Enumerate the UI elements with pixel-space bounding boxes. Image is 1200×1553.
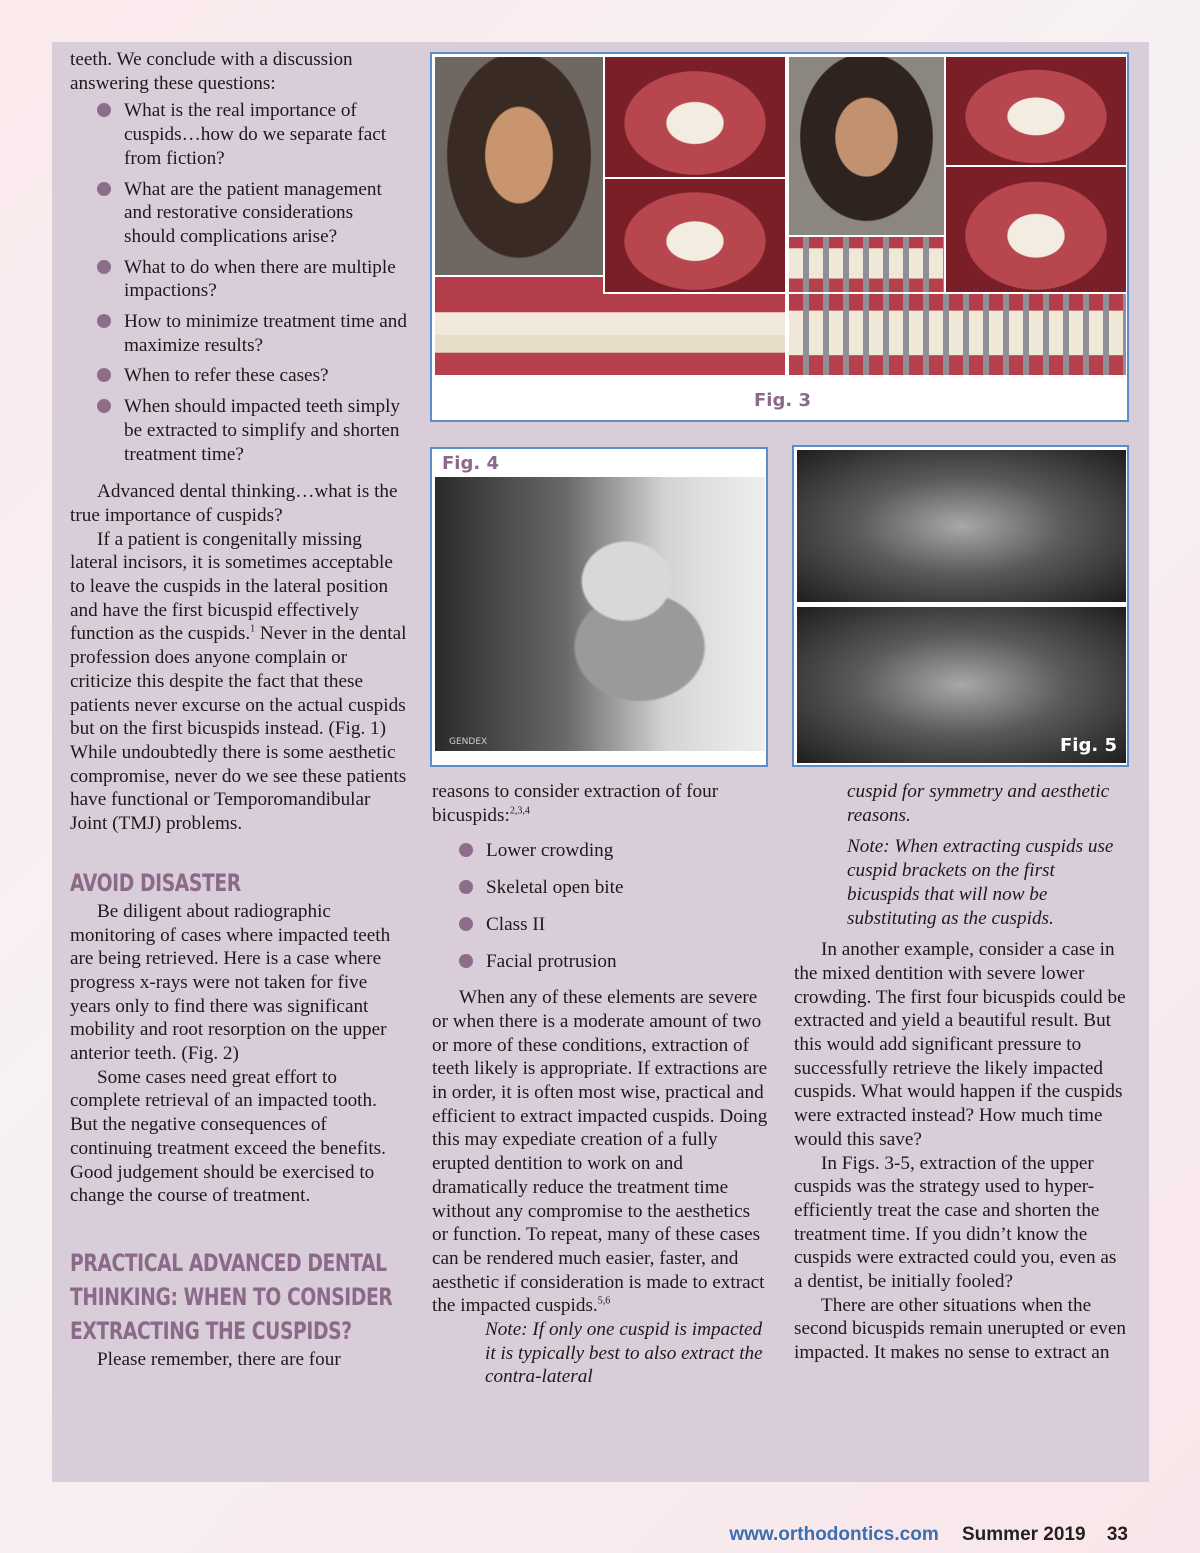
list-item: Lower crowding: [459, 839, 770, 863]
heading-line: THINKING: WHEN TO CONSIDER: [70, 1282, 393, 1311]
intraoral-upper-before: [605, 57, 785, 177]
paragraph: Some cases need great effort to complete retrieval of an impacted tooth. But the negative consequences of continuing treatment exceed the benefits. Good judgement should be exercised to change the course of treatment.: [70, 1066, 386, 1207]
intraoral-upper-progress: [946, 57, 1126, 165]
intro-text: teeth. We conclude with a discussion answering these questions:: [70, 49, 353, 94]
paragraph: Advanced dental thinking…what is the true importance of cuspids?: [70, 481, 398, 526]
reason-list: [432, 839, 770, 973]
xray-watermark: GENDEX: [449, 737, 488, 747]
paragraph: In another example, consider a case in the mixed dentition with severe lower crowding. The first four bicuspids could be extracted and yield a beautiful result. But this would add significant pressure to successfully retrieve the likely impacted cuspids. What would happen if the cuspids were extracted instead? How much time would this save?: [794, 939, 1126, 1150]
list-item: Class II: [459, 913, 770, 937]
cephalometric-xray: [435, 477, 765, 751]
paragraph-text: Never in the dental profession does anyone complain or criticize this despite the fact that these patients never excurse on the actual cuspids but on the first bicuspids instead. (Fig. 1) While undoubtedly there is some aesthetic compromise, never do we see these patients have functional or Temporomandibular Joint (TMJ) problems.: [70, 623, 407, 835]
intraoral-braces-side: [789, 294, 1126, 375]
column-1: [70, 48, 408, 1372]
section-heading: AVOID DISASTER: [70, 868, 241, 897]
paragraph-text: If a patient is congenitally missing lateral incisors, it is sometimes acceptable to leave the cuspids in the lateral position and have the first bicuspid effectively function as the cuspids.: [70, 528, 393, 645]
question-list: [70, 99, 408, 466]
paragraph: [432, 780, 770, 827]
patient-photo-progress: [789, 57, 944, 235]
list-item: What are the patient management and restorative considerations should complications arise?: [97, 178, 408, 249]
citation-ref: 5,6: [597, 1295, 611, 1307]
issue-label: Summer 2019: [962, 1524, 1086, 1545]
figure-label: Fig. 5: [1060, 735, 1117, 756]
paragraph-text: reasons to consider extraction of four bicuspids:: [432, 781, 719, 826]
list-item: When should impacted teeth simply be extracted to simplify and shorten treatment time?: [97, 395, 408, 466]
note-text: cuspid for symmetry and aesthetic reasons.: [847, 781, 1110, 826]
note-text: Note: When extracting cuspids use cuspid brackets on the first bicuspids that will now be substituting as the cuspids.: [847, 836, 1114, 929]
intraoral-side-before: [435, 294, 785, 375]
paragraph: In Figs. 3-5, extraction of the upper cuspids was the strategy used to hyper-efficiently treat the case and shorten the treatment time. If you didn’t know the cuspids were extracted could you, even as a dentist, be initially fooled?: [794, 1152, 1117, 1293]
figure-label: Fig. 4: [442, 453, 499, 474]
figure-5: [792, 445, 1129, 767]
paragraph: Please remember, there are four: [97, 1348, 341, 1370]
column-3: [794, 780, 1126, 1365]
website-link[interactable]: www.orthodontics.com: [729, 1524, 939, 1545]
list-item: When to refer these cases?: [97, 364, 408, 388]
paragraph: There are other situations when the second bicuspids remain unerupted or even impacted. It makes no sense to extract an: [794, 1294, 1126, 1364]
list-item: What is the real importance of cuspids…how do we separate fact from fiction?: [97, 99, 408, 170]
page-footer: [729, 1524, 1128, 1546]
heading-line: EXTRACTING THE CUSPIDS?: [70, 1316, 352, 1345]
list-item: Skeletal open bite: [459, 876, 770, 900]
figure-3: [430, 52, 1129, 422]
list-item: What to do when there are multiple impactions?: [97, 256, 408, 303]
panoramic-xray-before: [797, 450, 1126, 602]
paragraph: Be diligent about radiographic monitoring of cases where impacted teeth are being retrieved. Here is a case where progress x-rays were not taken for five years only to find there was significant mobility and root resorption on the upper anterior teeth. (Fig. 2): [70, 900, 391, 1065]
intraoral-lower-progress: [946, 167, 1126, 292]
intraoral-braces-front: [789, 237, 944, 292]
citation-ref: 2,3,4: [509, 805, 530, 817]
paragraph-text: When any of these elements are severe or when there is a moderate amount of two or more of these conditions, extraction of teeth likely is appropriate. If extractions are in order, it is often most wise, practical and efficient to extract impacted cuspids. Doing this may expediate creation of a fully erupted dentition to work on and dramatically reduce the treatment time without any compromise to the aesthetics or function. To repeat, many of these cases can be rendered much easier, faster, and aesthetic if consideration is made to extract the impacted cuspids.: [432, 987, 768, 1317]
citation-ref: 1: [250, 624, 256, 636]
note-text: Note: If only one cuspid is impacted it is typically best to also extract the contra-lateral: [485, 1319, 763, 1388]
list-item: Facial protrusion: [459, 950, 770, 974]
page-number: 33: [1106, 1524, 1128, 1545]
column-2: [432, 780, 770, 1397]
list-item: How to minimize treatment time and maximize results?: [97, 310, 408, 357]
paragraph: [432, 986, 770, 1318]
intraoral-lower-before: [605, 179, 785, 292]
section-heading: [70, 1246, 408, 1348]
paragraph: [70, 528, 408, 836]
heading-line: PRACTICAL ADVANCED DENTAL: [70, 1248, 387, 1277]
figure-4: [430, 447, 768, 767]
patient-photo-before: [435, 57, 603, 275]
figure-label: Fig. 3: [754, 390, 811, 411]
